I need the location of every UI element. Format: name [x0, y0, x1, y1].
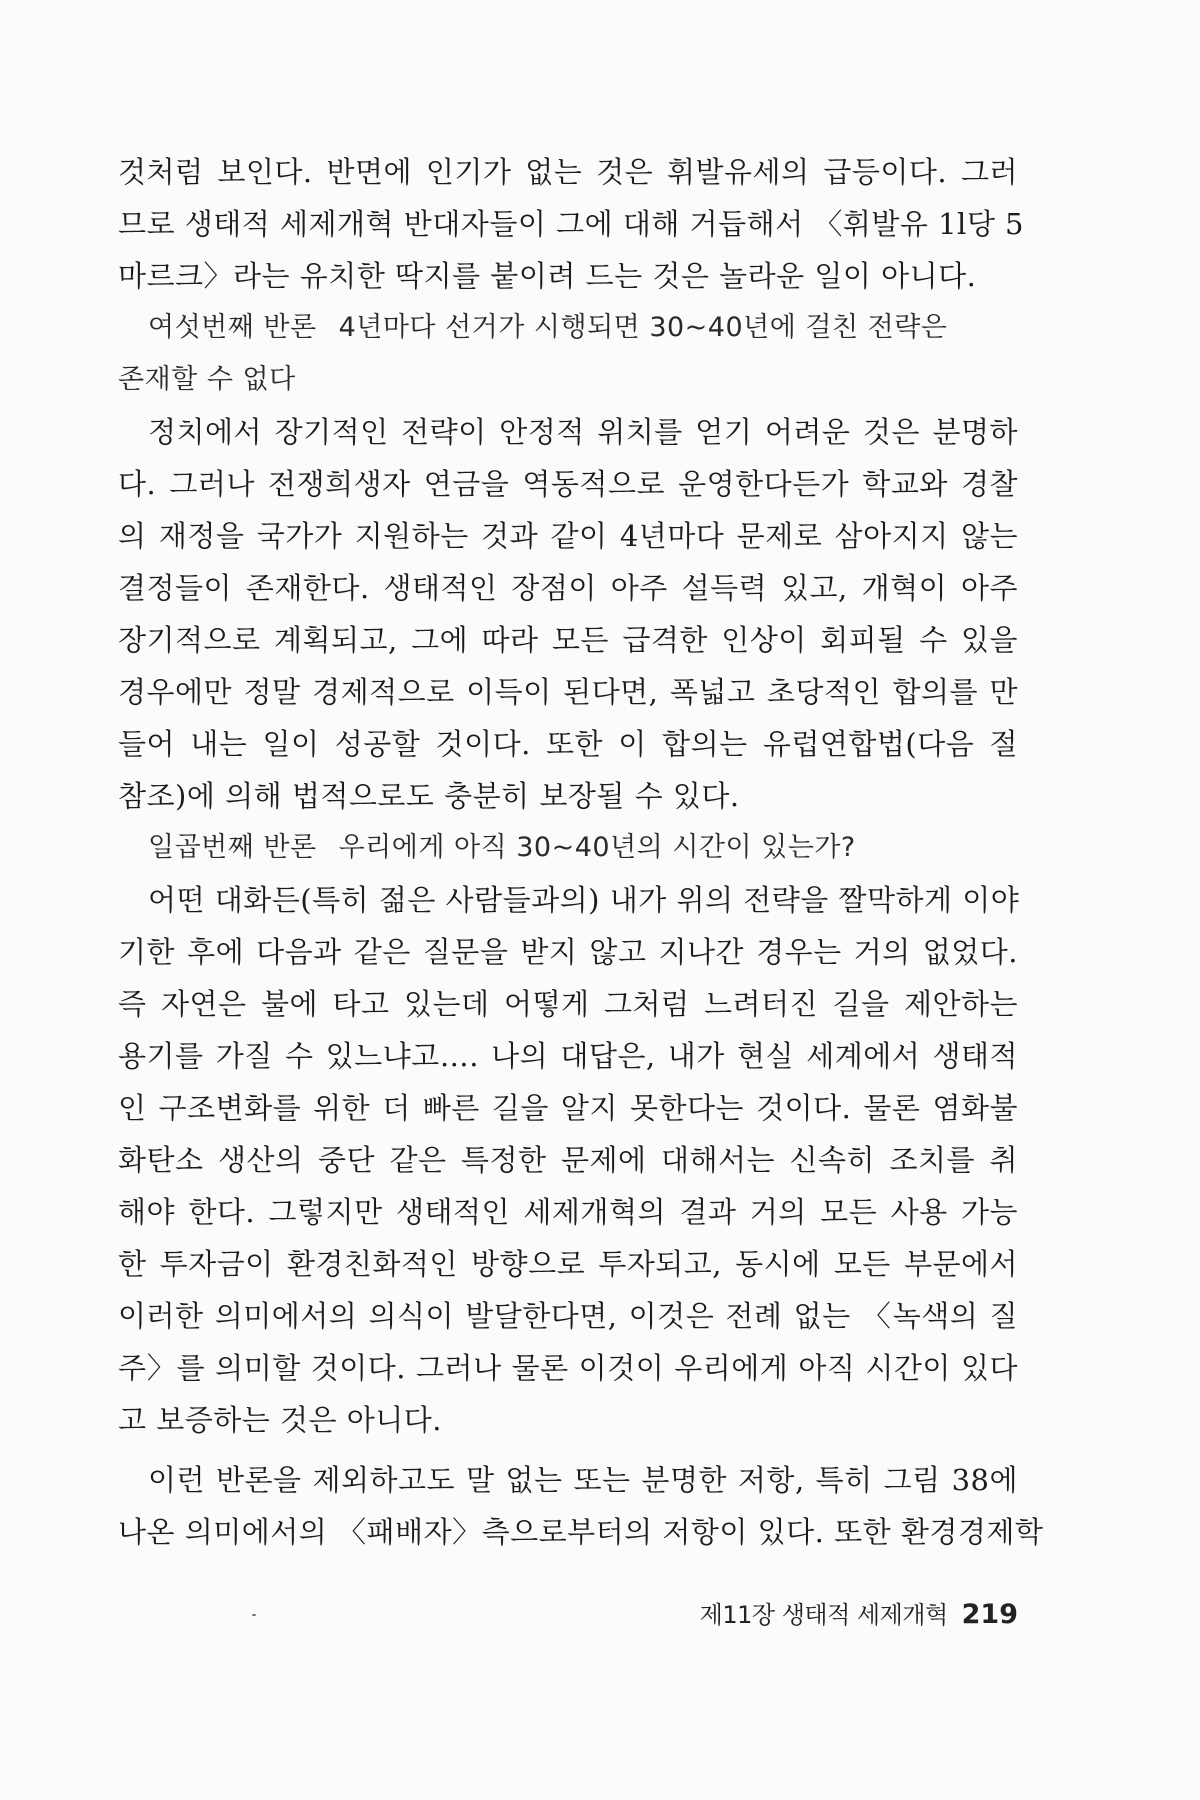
- objection-label: 일곱번째 반론: [148, 832, 317, 863]
- text-line: 용기를 가질 수 있느냐고…. 나의 대답은, 내가 현실 세계에서 생태적: [118, 1039, 1018, 1073]
- text-line: 인 구조변화를 위한 더 빠른 길을 알지 못한다는 것이다. 물론 염화불: [118, 1091, 1018, 1125]
- objection-label: 여섯번째 반론: [148, 312, 317, 343]
- text-line: 정치에서 장기적인 전략이 안정적 위치를 얻기 어려운 것은 분명하: [148, 415, 1018, 449]
- objection-title-continued: 존재할 수 없다: [118, 364, 296, 395]
- objection-title: 우리에게 아직 30~40년의 시간이 있는가?: [338, 832, 856, 863]
- text-line: 결정들이 존재한다. 생태적인 장점이 아주 설득력 있고, 개혁이 아주: [118, 571, 1018, 605]
- text-line: 것처럼 보인다. 반면에 인기가 없는 것은 휘발유세의 급등이다. 그러: [118, 155, 1018, 189]
- text-line: 이러한 의미에서의 의식이 발달한다면, 이것은 전례 없는 〈녹색의 질: [118, 1299, 1018, 1333]
- text-line: 므로 생태적 세제개혁 반대자들이 그에 대해 거듭해서 〈휘발유 1l당 5: [118, 207, 1025, 241]
- text-line: 기한 후에 다음과 같은 질문을 받지 않고 지나간 경우는 거의 없었다.: [118, 935, 1018, 969]
- objection-heading: [118, 822, 1018, 874]
- text-line: 화탄소 생산의 중단 같은 특정한 문제에 대해서는 신속히 조치를 취: [118, 1143, 1018, 1177]
- page-number: 219: [961, 1599, 1018, 1630]
- text-line: 경우에만 정말 경제적으로 이득이 된다면, 폭넓고 초당적인 합의를 만: [118, 675, 1018, 709]
- body-text: [118, 146, 1044, 1558]
- text-line: 장기적으로 계획되고, 그에 따라 모든 급격한 인상이 회피될 수 있을: [118, 623, 1018, 657]
- chapter-title: 제11장 생태적 세제개혁: [699, 1601, 948, 1629]
- text-line: 주〉를 의미할 것이다. 그러나 물론 이것이 우리에게 아직 시간이 있다: [118, 1351, 1018, 1385]
- text-line: 한 투자금이 환경친화적인 방향으로 투자되고, 동시에 모든 부문에서: [118, 1247, 1018, 1281]
- text-line: 고 보증하는 것은 아니다.: [118, 1403, 443, 1437]
- text-line: 나온 의미에서의 〈패배자〉측으로부터의 저항이 있다. 또한 환경경제학: [118, 1515, 1044, 1549]
- running-footer: [700, 1595, 1018, 1630]
- objection-heading: [118, 302, 1018, 354]
- text-line: 마르크〉라는 유치한 딱지를 붙이려 드는 것은 놀라운 일이 아니다.: [118, 259, 977, 293]
- objection-title: 4년마다 선거가 시행되면 30~40년에 걸친 전략은: [338, 312, 948, 343]
- text-line: 어떤 대화든(특히 젊은 사람들과의) 내가 위의 전략을 짤막하게 이야: [148, 883, 1020, 917]
- text-line: 다. 그러나 전쟁희생자 연금을 역동적으로 운영한다든가 학교와 경찰: [118, 467, 1018, 501]
- text-line: 의 재정을 국가가 지원하는 것과 같이 4년마다 문제로 삼아지지 않는: [118, 519, 1018, 553]
- text-line: 해야 한다. 그렇지만 생태적인 세제개혁의 결과 거의 모든 사용 가능: [118, 1195, 1018, 1229]
- print-speck: [252, 1614, 256, 1616]
- text-line: 참조)에 의해 법적으로도 충분히 보장될 수 있다.: [118, 779, 740, 813]
- text-line: 이런 반론을 제외하고도 말 없는 또는 분명한 저항, 특히 그림 38에: [148, 1463, 1018, 1497]
- text-line: 들어 내는 일이 성공할 것이다. 또한 이 합의는 유럽연합법(다음 절: [118, 727, 1018, 761]
- text-line: 즉 자연은 불에 타고 있는데 어떻게 그처럼 느려터진 길을 제안하는: [118, 987, 1018, 1021]
